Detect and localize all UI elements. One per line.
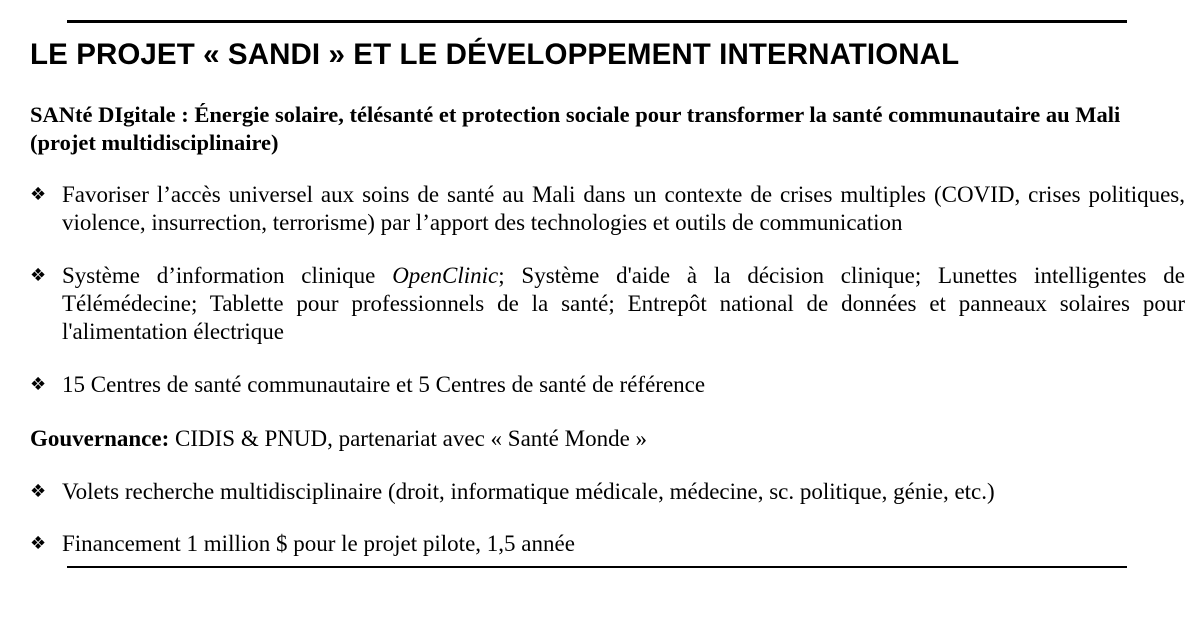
- four-diamond-bullet-icon: ❖: [30, 184, 47, 205]
- bullet-text: 15 Centres de santé communautaire et 5 Centres de santé de référence: [62, 372, 706, 397]
- bullet-item-systems: [30, 262, 1185, 346]
- bottom-divider: [67, 566, 1127, 568]
- governance-text: CIDIS & PNUD, partenariat avec « Santé Monde »: [169, 426, 648, 451]
- bullet-text: Financement 1 million $ pour le projet pilote, 1,5 année: [62, 531, 575, 556]
- governance-label: Gouvernance:: [30, 426, 170, 451]
- bullet-item-centres: [30, 371, 1185, 399]
- openclinic-name: OpenClinic: [392, 263, 499, 288]
- project-subtitle: SANté DIgitale : Énergie solaire, télésanté et protection sociale pour transformer la santé communautaire au Mali (projet multidisciplinaire): [30, 102, 1121, 155]
- bullet-text-suffix: ; Système d'aide à la décision clinique; Lunettes intelligentes de Télémédecine; Tablette pour professionnels de la santé; Entrepôt national de données et panneaux solaires pour l'alimentation électrique: [62, 263, 1185, 344]
- bullet-item-research: [30, 478, 1185, 506]
- bullet-text: Volets recherche multidisciplinaire (droit, informatique médicale, médecine, sc. politique, génie, etc.): [62, 479, 995, 504]
- page-title: LE PROJET « SANDI » ET LE DÉVELOPPEMENT INTERNATIONAL: [30, 38, 960, 71]
- top-divider: [67, 20, 1127, 23]
- four-diamond-bullet-icon: ❖: [30, 265, 47, 286]
- bullet-item-funding: [30, 530, 1185, 558]
- bullet-item-access: [30, 181, 1185, 237]
- four-diamond-bullet-icon: ❖: [30, 374, 47, 395]
- governance-line: [30, 425, 1185, 453]
- bullet-text-prefix: Système d’information clinique: [62, 263, 393, 288]
- bullet-text: Favoriser l’accès universel aux soins de santé au Mali dans un contexte de crises multiples (COVID, crises politiques, violence, insurrection, terrorisme) par l’apport des technologies et outils de communication: [62, 182, 1185, 235]
- four-diamond-bullet-icon: ❖: [30, 481, 47, 502]
- four-diamond-bullet-icon: ❖: [30, 533, 47, 554]
